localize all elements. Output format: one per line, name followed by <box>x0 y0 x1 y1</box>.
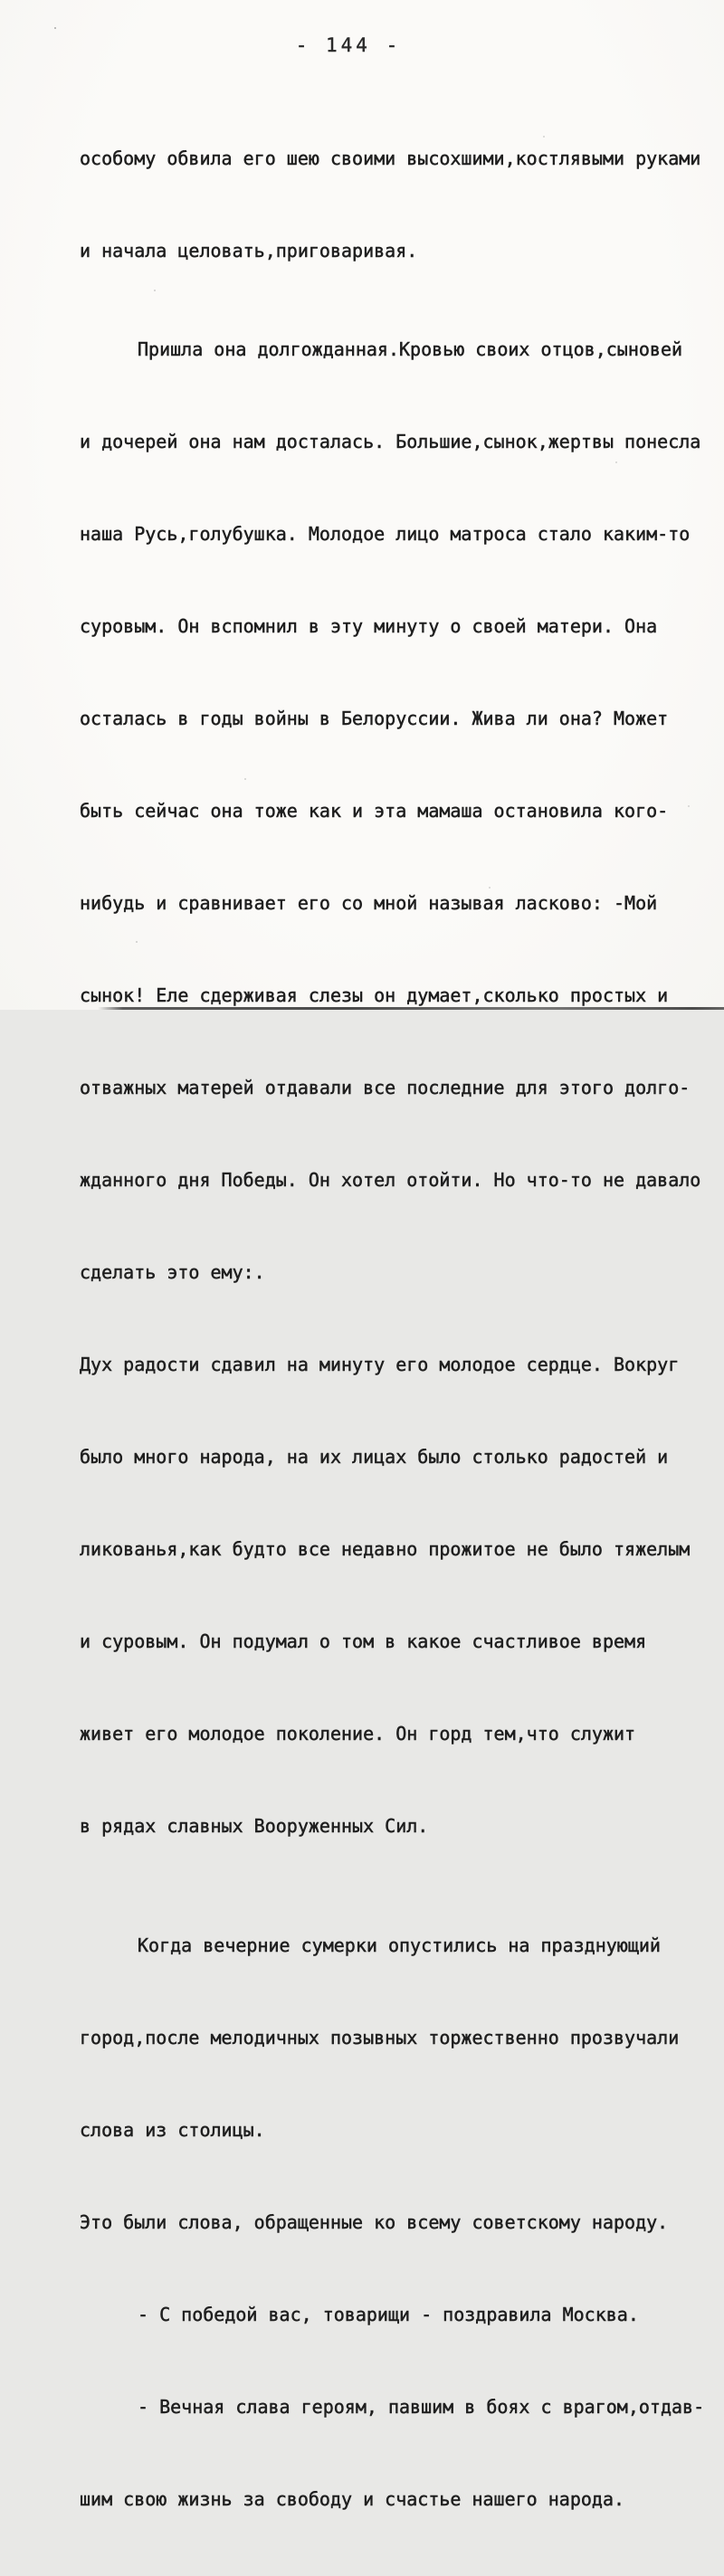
text-line: и начала целовать,приговаривая. <box>80 240 418 261</box>
page-number: - 144 - <box>295 34 402 56</box>
text-line: живет его молодое поколение. Он горд тем,что служит <box>80 1723 636 1744</box>
text-line: нибудь и сравнивает его со мной называя ласково: -Мой <box>80 892 658 914</box>
text-line: отважных матерей отдавали все последние для этого долго- <box>80 1077 691 1098</box>
scan-speckle <box>54 27 56 29</box>
text-line: наша Русь,голубушка. Молодое лицо матроса стало каким-то <box>80 523 691 545</box>
text-line: сделать это ему:. <box>80 1261 265 1283</box>
text-line: Пришла она долгожданная.Кровью своих отцов,сыновей <box>138 338 683 360</box>
text-line: и дочерей она нам досталась. Большие,сынок,жертвы понесла <box>80 431 701 452</box>
text-line: Когда вечерние сумерки опустились на празднующий <box>138 1934 661 1956</box>
text-line: жданного дня Победы. Он хотел отойти. Но что-то не давало <box>80 1169 701 1191</box>
text-line: шим свою жизнь за свободу и счастье нашего народа. <box>80 2488 625 2510</box>
text-line: было много народа, на их лицах было столько радостей и <box>80 1446 669 1468</box>
text-line: особому обвила его шею своими высохшими,костлявыми руками <box>80 147 701 169</box>
text-line: - С победой вас, товарищи - поздравила Москва. <box>138 2304 639 2325</box>
text-line: быть сейчас она тоже как и эта мамаша остановила кого- <box>80 800 669 822</box>
text-line: суровым. Он вспомнил в эту минуту о своей матери. Она <box>80 615 658 637</box>
text-line: ликованья,как будто все недавно прожитое не было тяжелым <box>80 1538 691 1560</box>
text-line: слова из столицы. <box>80 2119 265 2141</box>
text-line: город,после мелодичных позывных торжественно прозвучали <box>80 2027 680 2048</box>
scan-edge-artifact <box>98 1007 724 1010</box>
text-line: Дух радости сдавил на минуту его молодое сердце. Вокруг <box>80 1354 680 1375</box>
body-text <box>80 81 713 2576</box>
text-line: Это были слова, обращенные ко всему советскому народу. <box>80 2211 669 2233</box>
text-line: и суровым. Он подумал о том в какое счастливое время <box>80 1630 647 1652</box>
text-line: сынок! Еле сдерживая слезы он думает,сколько простых и <box>80 984 669 1006</box>
text-line: в рядах славных Вооруженных Сил. <box>80 1815 429 1837</box>
text-line: - Вечная слава героям, павшим в боях с врагом,отдав- <box>138 2396 705 2418</box>
text-line: осталась в годы войны в Белоруссии. Жива ли она? Может <box>80 708 669 729</box>
